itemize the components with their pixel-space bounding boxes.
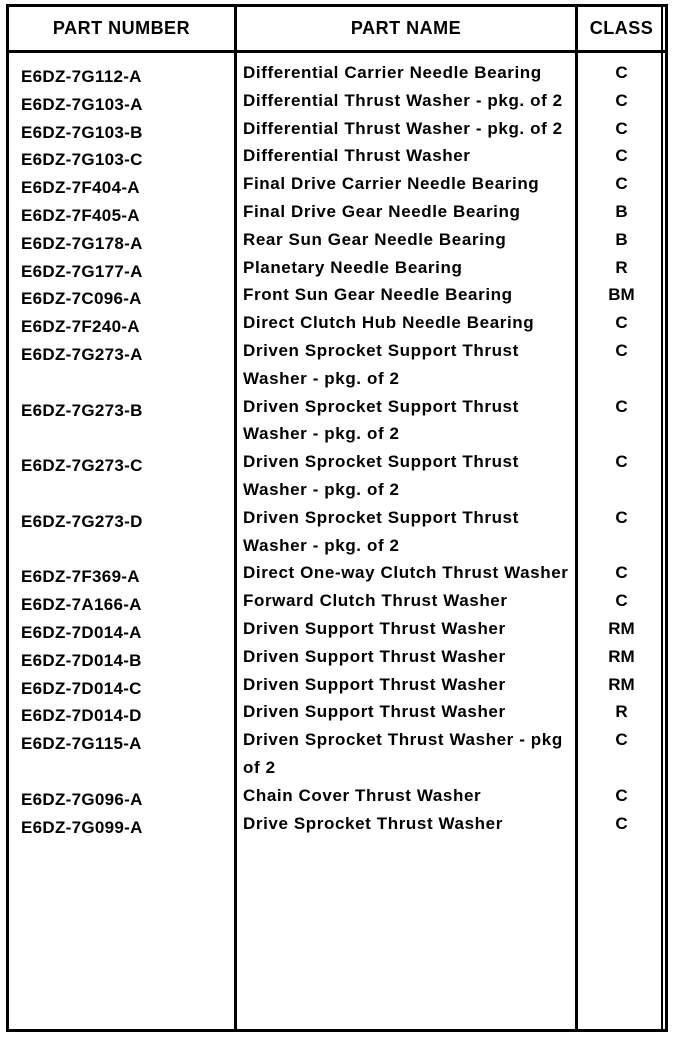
part-number-cell: E6DZ-7F240-A bbox=[21, 317, 140, 337]
part-number-cell: E6DZ-7G103-B bbox=[21, 122, 143, 142]
table-row bbox=[9, 559, 665, 587]
part-name-cell: Final Drive Gear Needle Bearing bbox=[243, 201, 521, 221]
header-part-name: PART NAME bbox=[350, 18, 462, 38]
class-cell: C bbox=[615, 396, 628, 416]
part-number-cell: E6DZ-7G099-A bbox=[21, 817, 143, 837]
part-number-cell: E6DZ-7D014-C bbox=[21, 678, 142, 698]
part-name-cell: Driven Support Thrust Washer bbox=[243, 646, 506, 666]
table-row bbox=[9, 810, 665, 838]
part-number-cell: E6DZ-7G273-A bbox=[21, 344, 143, 364]
class-cell: C bbox=[615, 452, 628, 472]
table-row bbox=[9, 337, 665, 393]
table-row bbox=[9, 198, 665, 226]
class-cell: BM bbox=[608, 285, 635, 305]
part-number-cell: E6DZ-7D014-D bbox=[21, 706, 142, 726]
table-row bbox=[9, 671, 665, 699]
part-number-cell: E6DZ-7G178-A bbox=[21, 233, 143, 253]
table-row bbox=[9, 698, 665, 726]
class-cell: C bbox=[615, 591, 628, 611]
class-cell: B bbox=[615, 229, 628, 249]
class-cell: C bbox=[615, 785, 628, 805]
table-row bbox=[9, 726, 665, 782]
part-number-cell: E6DZ-7G273-C bbox=[21, 456, 143, 476]
class-cell: RM bbox=[608, 618, 635, 638]
part-name-cell: Rear Sun Gear Needle Bearing bbox=[243, 229, 507, 249]
part-name-cell: Differential Thrust Washer - pkg. of 2 bbox=[243, 90, 563, 110]
part-number-cell: E6DZ-7F404-A bbox=[21, 178, 140, 198]
part-number-cell: E6DZ-7G112-A bbox=[21, 67, 142, 86]
part-number-cell: E6DZ-7G273-B bbox=[21, 400, 143, 420]
part-name-cell: Driven Sprocket Thrust Washer - pkg of 2 bbox=[243, 730, 563, 777]
table-row bbox=[9, 115, 665, 143]
table-row bbox=[9, 393, 665, 449]
part-name-cell: Driven Sprocket Support Thrust Washer - pkg. of 2 bbox=[243, 507, 519, 555]
header-class: CLASS bbox=[589, 18, 654, 38]
class-cell: B bbox=[615, 201, 628, 221]
class-cell: C bbox=[615, 63, 628, 82]
part-number-cell: E6DZ-7G103-A bbox=[21, 94, 143, 114]
part-name-cell: Driven Sprocket Support Thrust Washer - pkg. of 2 bbox=[243, 452, 519, 499]
part-number-cell: E6DZ-7G177-A bbox=[21, 261, 143, 281]
part-name-cell: Driven Support Thrust Washer bbox=[243, 702, 506, 722]
table-row bbox=[9, 643, 665, 671]
class-cell: C bbox=[615, 174, 628, 194]
header-part-number: PART NUMBER bbox=[52, 18, 191, 38]
table-row bbox=[9, 448, 665, 504]
class-cell: R bbox=[615, 257, 628, 277]
part-name-cell: Drive Sprocket Thrust Washer bbox=[243, 813, 503, 833]
part-number-cell: E6DZ-7D014-A bbox=[21, 622, 142, 642]
part-name-cell: Driven Support Thrust Washer bbox=[243, 674, 506, 694]
part-name-cell: Differential Carrier Needle Bearing bbox=[243, 63, 542, 82]
table-row bbox=[9, 281, 665, 309]
header-divider bbox=[9, 50, 665, 53]
class-cell: R bbox=[615, 702, 628, 722]
part-number-cell: E6DZ-7A166-A bbox=[21, 595, 142, 615]
part-name-cell: Differential Thrust Washer - pkg. of 2 bbox=[243, 118, 563, 138]
table-row bbox=[9, 226, 665, 254]
part-name-cell: Driven Sprocket Support Thrust Washer - pkg. of 2 bbox=[243, 340, 519, 388]
table-row bbox=[9, 615, 665, 643]
part-name-cell: Planetary Needle Bearing bbox=[243, 257, 463, 277]
class-cell: C bbox=[615, 118, 628, 138]
part-number-cell: E6DZ-7G273-D bbox=[21, 511, 143, 531]
part-name-cell: Direct Clutch Hub Needle Bearing bbox=[243, 313, 535, 333]
part-name-cell: Driven Support Thrust Washer bbox=[243, 618, 506, 638]
part-number-cell: E6DZ-7F369-A bbox=[21, 567, 140, 587]
parts-table bbox=[6, 4, 668, 1032]
table-row bbox=[9, 142, 665, 170]
part-name-cell: Front Sun Gear Needle Bearing bbox=[243, 285, 513, 305]
class-cell: C bbox=[615, 340, 628, 360]
class-cell: C bbox=[615, 313, 628, 333]
table-row bbox=[9, 87, 665, 115]
part-name-cell: Forward Clutch Thrust Washer bbox=[243, 591, 508, 611]
class-cell: C bbox=[615, 813, 628, 833]
table-row bbox=[9, 170, 665, 198]
table-row bbox=[9, 782, 665, 810]
table-row bbox=[9, 309, 665, 337]
part-number-cell: E6DZ-7F405-A bbox=[21, 205, 140, 225]
class-cell: C bbox=[615, 507, 628, 527]
part-number-cell: E6DZ-7G096-A bbox=[21, 789, 143, 809]
table-row bbox=[9, 587, 665, 615]
class-cell: C bbox=[615, 90, 628, 110]
table-row bbox=[9, 504, 665, 560]
part-number-cell: E6DZ-7D014-B bbox=[21, 650, 142, 670]
part-name-cell: Final Drive Carrier Needle Bearing bbox=[243, 174, 540, 194]
class-cell: C bbox=[615, 563, 628, 583]
part-number-cell: E6DZ-7C096-A bbox=[21, 289, 142, 309]
table-row bbox=[9, 59, 665, 87]
class-cell: RM bbox=[608, 674, 635, 694]
part-name-cell: Differential Thrust Washer bbox=[243, 146, 471, 166]
part-number-cell: E6DZ-7G115-A bbox=[21, 734, 142, 754]
class-cell: RM bbox=[608, 646, 635, 666]
class-cell: C bbox=[615, 146, 628, 166]
table-row bbox=[9, 254, 665, 282]
part-name-cell: Direct One-way Clutch Thrust Washer bbox=[243, 563, 569, 583]
part-name-cell: Chain Cover Thrust Washer bbox=[243, 785, 482, 805]
class-cell: C bbox=[615, 730, 628, 750]
table-body bbox=[9, 59, 665, 837]
part-number-cell: E6DZ-7G103-C bbox=[21, 150, 143, 170]
part-name-cell: Driven Sprocket Support Thrust Washer - pkg. of 2 bbox=[243, 396, 519, 444]
